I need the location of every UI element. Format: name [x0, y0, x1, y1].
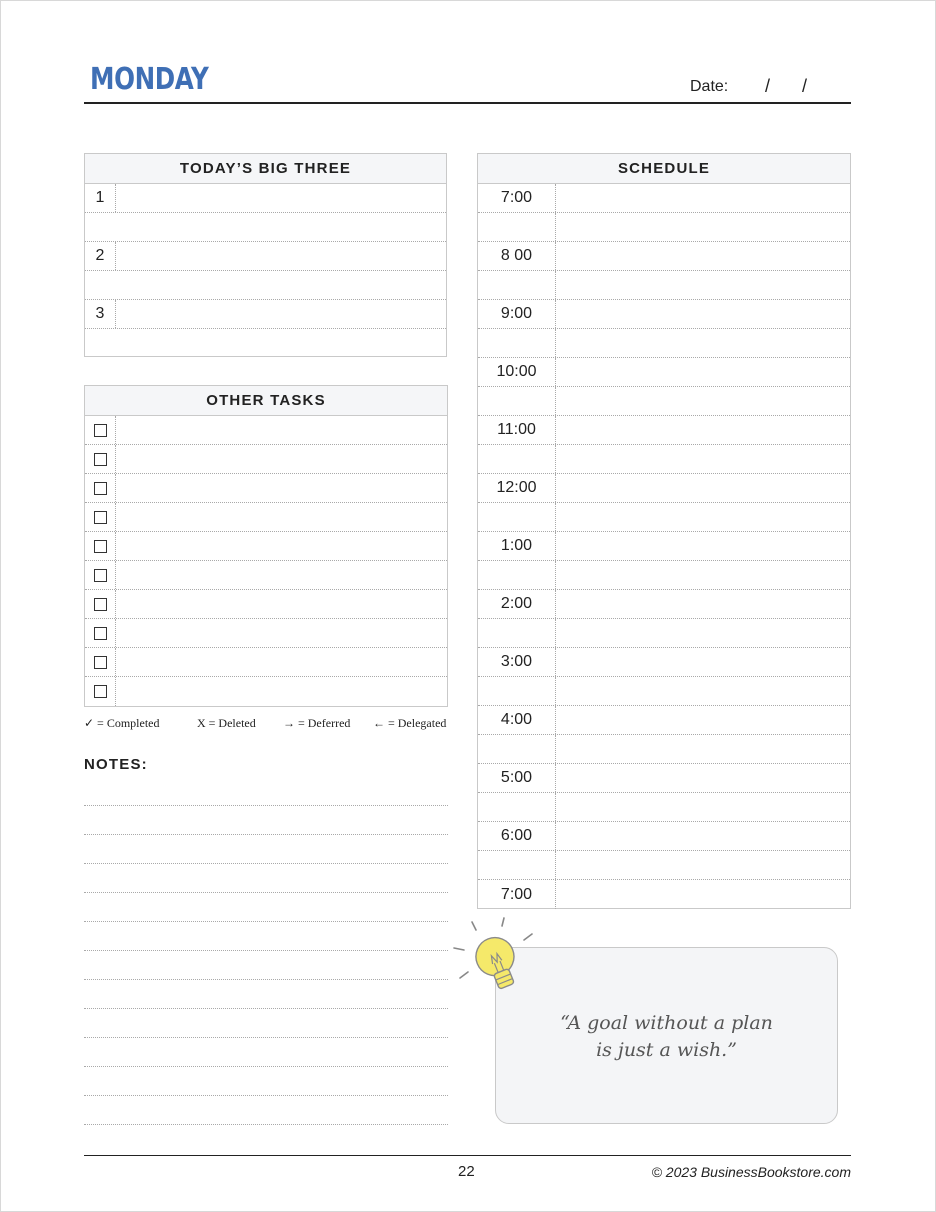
schedule-row[interactable] [478, 445, 850, 474]
big-three-row[interactable] [85, 213, 446, 242]
task-row[interactable] [85, 503, 447, 532]
lightbulb-icon [452, 914, 542, 1004]
legend-deleted: X = Deleted [197, 716, 256, 730]
schedule-row[interactable] [478, 329, 850, 358]
schedule-time: 12:00 [478, 474, 556, 502]
schedule-row[interactable] [478, 300, 850, 329]
note-line[interactable] [84, 979, 448, 980]
big-three-number: 1 [85, 184, 116, 212]
task-row[interactable] [85, 445, 447, 474]
checkbox-icon[interactable] [94, 540, 107, 553]
note-line[interactable] [84, 950, 448, 951]
legend-completed: ✓ = Completed [84, 716, 160, 730]
schedule-row[interactable] [478, 387, 850, 416]
schedule-row[interactable] [478, 416, 850, 445]
schedule-time-blank [478, 793, 556, 821]
checkbox-icon[interactable] [94, 482, 107, 495]
schedule-row[interactable] [478, 358, 850, 387]
quote-line: “A goal without a plan [560, 1012, 773, 1034]
schedule-row[interactable] [478, 532, 850, 561]
big-three-row[interactable] [85, 184, 446, 213]
schedule-row[interactable] [478, 851, 850, 880]
header-rule [84, 102, 851, 104]
task-checkbox-cell [85, 590, 116, 618]
schedule-row[interactable] [478, 793, 850, 822]
big-three-box [84, 153, 447, 357]
schedule-row[interactable] [478, 677, 850, 706]
note-line[interactable] [84, 1124, 448, 1125]
quote-line: is just a wish.” [596, 1039, 737, 1061]
big-three-row[interactable] [85, 300, 446, 329]
schedule-time-blank [478, 735, 556, 763]
page-number: 22 [458, 1163, 475, 1180]
legend-delegated: ← = Delegated [373, 716, 447, 730]
schedule-title: SCHEDULE [478, 154, 850, 184]
big-three-row[interactable] [85, 271, 446, 300]
task-row[interactable] [85, 561, 447, 590]
task-checkbox-cell [85, 416, 116, 444]
schedule-time: 11:00 [478, 416, 556, 444]
task-row[interactable] [85, 677, 447, 706]
big-three-row[interactable] [85, 242, 446, 271]
schedule-row[interactable] [478, 590, 850, 619]
schedule-row[interactable] [478, 619, 850, 648]
copyright: © 2023 BusinessBookstore.com [651, 1164, 851, 1180]
note-line[interactable] [84, 834, 448, 835]
note-line[interactable] [84, 1037, 448, 1038]
checkbox-icon[interactable] [94, 453, 107, 466]
schedule-time-blank [478, 213, 556, 241]
footer-rule [84, 1155, 851, 1156]
schedule-row[interactable] [478, 242, 850, 271]
date-separator: / [765, 76, 771, 96]
date-separator: / [802, 76, 808, 96]
task-row[interactable] [85, 648, 447, 677]
note-line[interactable] [84, 863, 448, 864]
schedule-time: 7:00 [478, 880, 556, 909]
schedule-time-blank [478, 561, 556, 589]
checkbox-icon[interactable] [94, 424, 107, 437]
note-line[interactable] [84, 1008, 448, 1009]
schedule-time: 9:00 [478, 300, 556, 328]
note-line[interactable] [84, 1095, 448, 1096]
schedule-row[interactable] [478, 822, 850, 851]
task-checkbox-cell [85, 677, 116, 706]
page-title: MONDAY [90, 62, 209, 97]
schedule-time-blank [478, 445, 556, 473]
schedule-row[interactable] [478, 503, 850, 532]
schedule-time: 8 00 [478, 242, 556, 270]
schedule-time: 4:00 [478, 706, 556, 734]
schedule-time: 3:00 [478, 648, 556, 676]
schedule-time: 5:00 [478, 764, 556, 792]
checkbox-icon[interactable] [94, 685, 107, 698]
other-tasks-box [84, 385, 448, 707]
note-line[interactable] [84, 805, 448, 806]
task-row[interactable] [85, 590, 447, 619]
schedule-row[interactable] [478, 764, 850, 793]
notes-title: NOTES: [84, 756, 148, 773]
task-checkbox-cell [85, 648, 116, 676]
schedule-row[interactable] [478, 271, 850, 300]
schedule-time: 1:00 [478, 532, 556, 560]
big-three-number: 3 [85, 300, 116, 328]
schedule-time-blank [478, 329, 556, 357]
task-checkbox-cell [85, 532, 116, 560]
schedule-time-blank [478, 387, 556, 415]
checkbox-icon[interactable] [94, 598, 107, 611]
note-line[interactable] [84, 892, 448, 893]
other-tasks-title: OTHER TASKS [85, 386, 447, 416]
date-label: Date: [690, 78, 729, 95]
schedule-row[interactable] [478, 880, 850, 909]
task-checkbox-cell [85, 474, 116, 502]
schedule-time-blank [478, 677, 556, 705]
schedule-row[interactable] [478, 184, 850, 213]
schedule-row[interactable] [478, 561, 850, 590]
task-row[interactable] [85, 416, 447, 445]
legend-deferred: → = Deferred [283, 716, 351, 730]
note-line[interactable] [84, 1066, 448, 1067]
schedule-row[interactable] [478, 474, 850, 503]
note-line[interactable] [84, 921, 448, 922]
big-three-row[interactable] [85, 329, 446, 358]
big-three-number: 2 [85, 242, 116, 270]
schedule-row[interactable] [478, 735, 850, 764]
schedule-time-blank [478, 271, 556, 299]
checkbox-icon[interactable] [94, 656, 107, 669]
checkbox-icon[interactable] [94, 627, 107, 640]
schedule-row[interactable] [478, 706, 850, 735]
schedule-time: 6:00 [478, 822, 556, 850]
schedule-time: 7:00 [478, 184, 556, 212]
task-row[interactable] [85, 474, 447, 503]
schedule-box [477, 153, 851, 909]
task-row[interactable] [85, 532, 447, 561]
quote-text [495, 1010, 838, 1064]
checkbox-icon[interactable] [94, 511, 107, 524]
task-checkbox-cell [85, 619, 116, 647]
big-three-title: TODAY’S BIG THREE [85, 154, 446, 184]
schedule-row[interactable] [478, 648, 850, 677]
schedule-time: 10:00 [478, 358, 556, 386]
task-checkbox-cell [85, 503, 116, 531]
task-checkbox-cell [85, 445, 116, 473]
task-row[interactable] [85, 619, 447, 648]
task-checkbox-cell [85, 561, 116, 589]
schedule-time-blank [478, 503, 556, 531]
schedule-time-blank [478, 619, 556, 647]
schedule-time: 2:00 [478, 590, 556, 618]
schedule-row[interactable] [478, 213, 850, 242]
schedule-time-blank [478, 851, 556, 879]
checkbox-icon[interactable] [94, 569, 107, 582]
